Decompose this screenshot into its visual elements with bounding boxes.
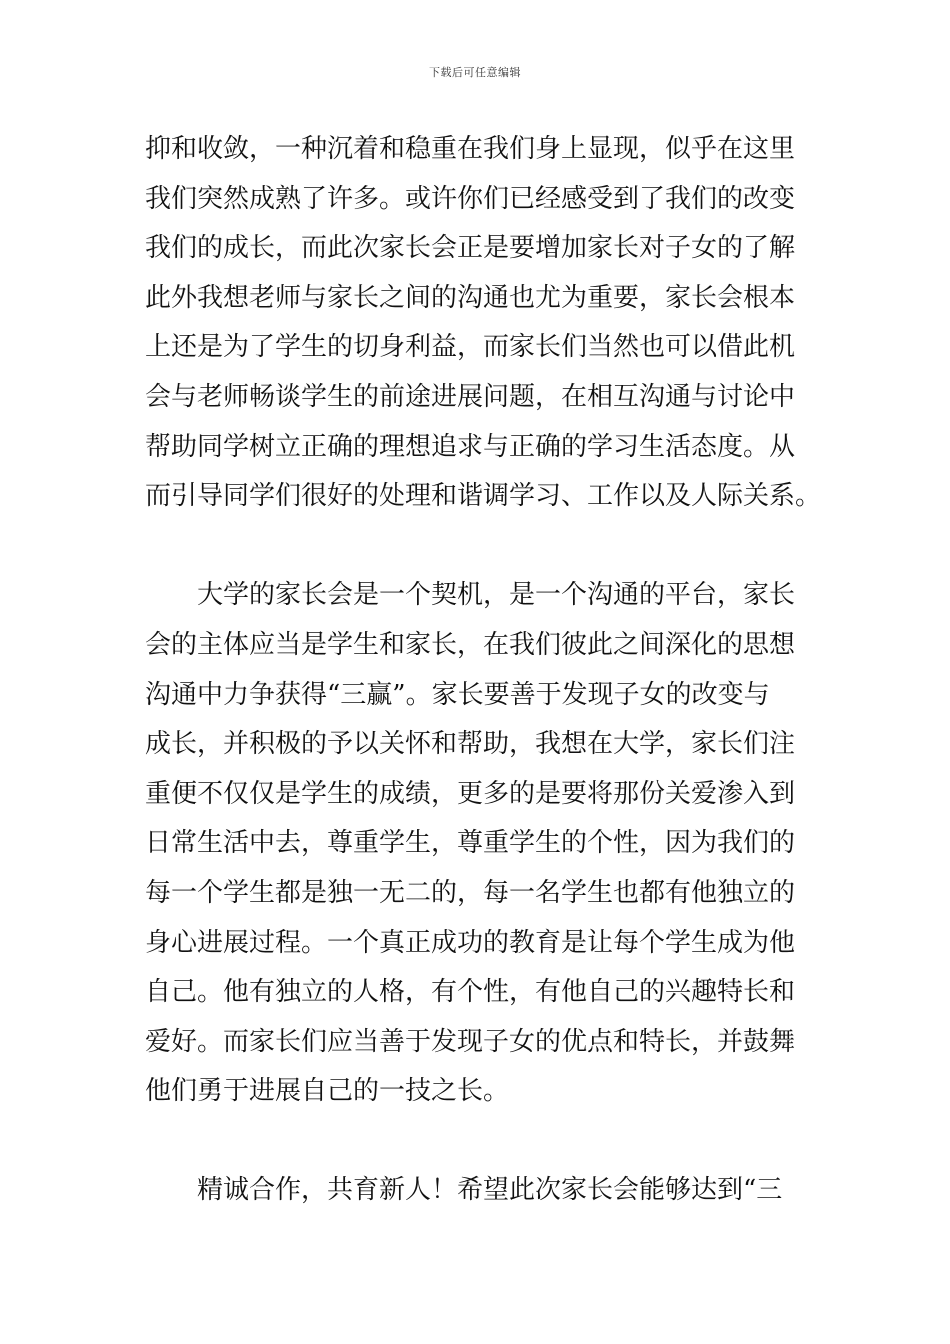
- text-line: 此外我想老师与家长之间的沟通也尤为重要，家长会根本: [145, 282, 796, 313]
- text-line: 爱好。而家长们应当善于发现子女的优点和特长，并鼓舞: [145, 1026, 796, 1057]
- text-line: 会的主体应当是学生和家长，在我们彼此之间深化的思想: [145, 629, 796, 660]
- text-line: 每一个学生都是独一无二的，每一名学生也都有他独立的: [145, 877, 796, 908]
- text-line: 我们突然成熟了许多。或许你们已经感受到了我们的改变: [145, 183, 796, 214]
- paragraph-3: [145, 1166, 810, 1216]
- text-line: 我们的成长，而此次家长会正是要增加家长对子女的了解: [145, 233, 796, 264]
- text-line: 自己。他有独立的人格，有个性，有他自己的兴趣特长和: [145, 977, 796, 1008]
- text-line: 重便不仅仅是学生的成绩，更多的是要将那份关爱渗入到: [145, 778, 796, 809]
- text-line: 沟通中力争获得“三赢”。家长要善于发现子女的改变与: [145, 679, 770, 710]
- text-line: 上还是为了学生的切身利益，而家长们当然也可以借此机: [145, 332, 796, 363]
- paragraph-1: [145, 125, 822, 522]
- text-line: 抑和收敛，一种沉着和稳重在我们身上显现，似乎在这里: [145, 134, 796, 164]
- text-line: 日常生活中去，尊重学生，尊重学生的个性，因为我们的: [145, 828, 796, 859]
- text-line: 会与老师畅谈学生的前途进展问题，在相互沟通与讨论中: [145, 381, 796, 412]
- text-line: 成长，并积极的予以关怀和帮助，我想在大学，家长们注: [145, 729, 796, 760]
- text-line: 大学的家长会是一个契机，是一个沟通的平台，家长: [197, 580, 796, 611]
- text-line: 帮助同学树立正确的理想追求与正确的学习生活态度。从: [145, 431, 796, 462]
- text-line: 身心进展过程。一个真正成功的教育是让每个学生成为他: [145, 927, 796, 958]
- text-line: 他们勇于进展自己的一技之长。: [145, 1076, 510, 1107]
- text-line: 精诚合作，共育新人！希望此次家长会能够达到“三: [197, 1175, 783, 1206]
- paragraph-2: [145, 571, 810, 1117]
- page-header: 下载后可任意编辑: [429, 66, 521, 79]
- paragraph-gap: [145, 522, 810, 572]
- paragraph-gap: [145, 1117, 810, 1167]
- text-line: 而引导同学们很好的处理和谐调学习、工作以及人际关系。: [145, 481, 822, 512]
- document-body: [145, 125, 822, 1216]
